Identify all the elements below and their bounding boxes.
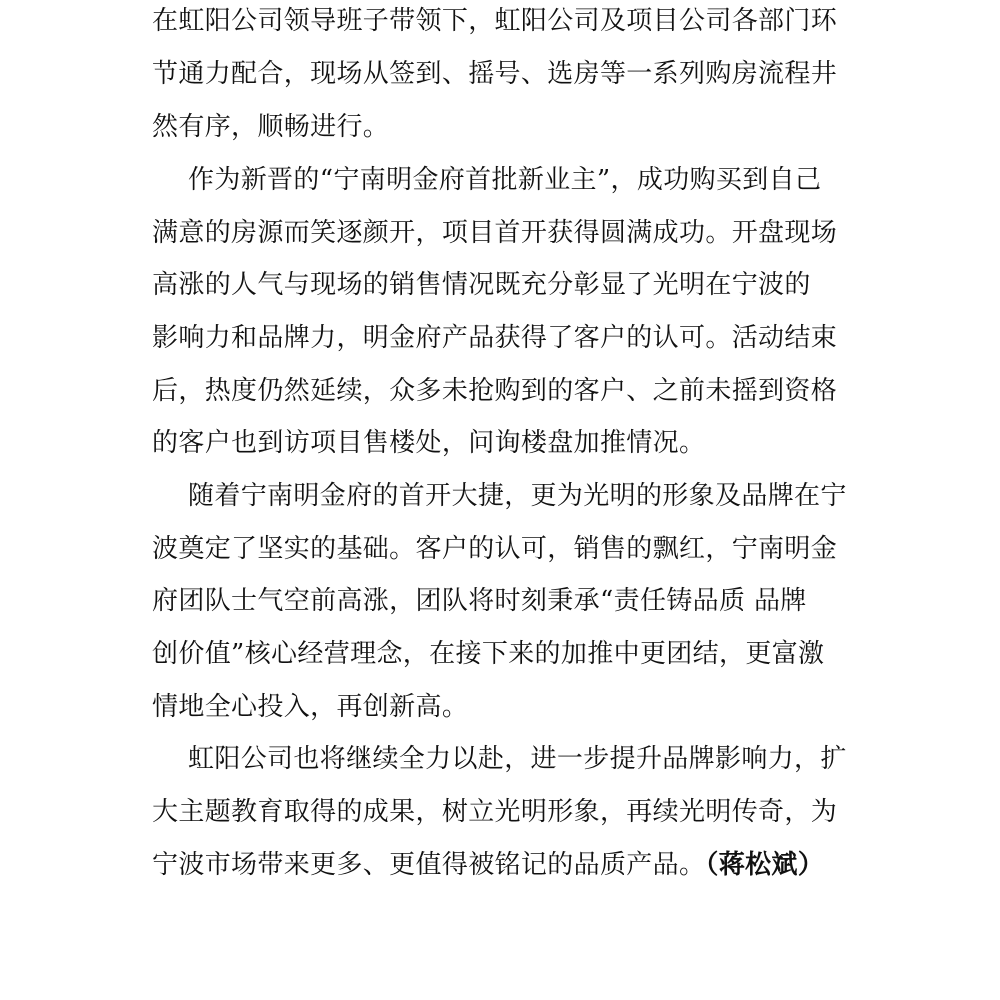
- text-line-11: 波奠定了坚实的基础。客户的认可，销售的飘红，宁南明金: [152, 534, 838, 564]
- text-line-3: 然有序，顺畅进行。: [152, 112, 390, 142]
- text-line-5: 满意的房源而笑逐颜开，项目首开获得圆满成功。开盘现场: [152, 218, 838, 248]
- text-line-17: [152, 850, 824, 880]
- author-signature: （蒋松斌）: [705, 850, 825, 880]
- text-line-8: 后，热度仍然延续，众多未抢购到的客户、之前未摇到资格: [152, 376, 838, 406]
- text-line-14: 情地全心投入，再创新高。: [152, 692, 469, 722]
- text-line-13: 创价值”核心经营理念，在接下来的加推中更团结，更富激: [152, 639, 825, 669]
- closing-sentence: 宁波市场带来更多、更值得被铭记的品质产品。: [152, 850, 706, 880]
- text-line-10: 随着宁南明金府的首开大捷，更为光明的形象及品牌在宁: [188, 481, 847, 511]
- text-line-1: 在虹阳公司领导班子带领下，虹阳公司及项目公司各部门环: [152, 6, 838, 36]
- text-line-2: 节通力配合，现场从签到、摇号、选房等一系列购房流程井: [152, 59, 838, 89]
- text-line-9: 的客户也到访项目售楼处，问询楼盘加推情况。: [152, 428, 706, 458]
- text-line-15: 虹阳公司也将继续全力以赴，进一步提升品牌影响力，扩: [188, 744, 847, 774]
- text-line-12: 府团队士气空前高涨，团队将时刻秉承“责任铸品质 品牌: [152, 586, 807, 616]
- text-line-6: 高涨的人气与现场的销售情况既充分彰显了光明在宁波的: [152, 270, 811, 300]
- text-line-7: 影响力和品牌力，明金府产品获得了客户的认可。活动结束: [152, 323, 838, 353]
- text-line-4: 作为新晋的“宁南明金府首批新业主”，成功购买到自己: [188, 165, 822, 195]
- text-line-16: 大主题教育取得的成果，树立光明形象，再续光明传奇，为: [152, 797, 838, 827]
